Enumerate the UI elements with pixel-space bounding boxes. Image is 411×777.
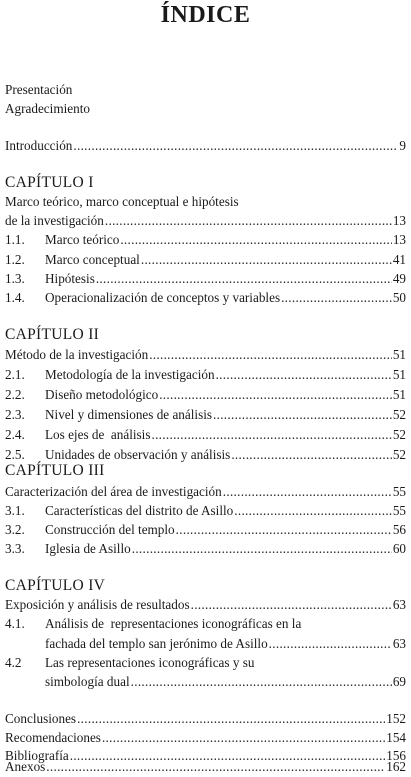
entry-3-1 xyxy=(5,501,406,521)
entry-text: Análisis de representaciones iconográficas en la xyxy=(45,616,302,631)
entry-text: Diseño metodológico xyxy=(45,387,159,402)
entry-introduccion xyxy=(5,136,406,156)
chapter-heading-4: CAPÍTULO IV xyxy=(5,577,106,594)
entry-text: Operacionalización de conceptos y variables xyxy=(45,290,281,305)
entry-page: 63 xyxy=(392,636,406,651)
entry-text: Recomendaciones xyxy=(5,730,101,745)
entry-2-2 xyxy=(5,385,406,405)
entry-1-3 xyxy=(5,269,406,289)
entry-agradecimiento: Agradecimiento xyxy=(5,101,90,116)
entry-4-1-line1 xyxy=(5,614,406,634)
entry-number: 2.5. xyxy=(5,447,25,462)
chapter-title-1-line2 xyxy=(5,211,406,231)
entry-conclusiones xyxy=(5,709,406,729)
chapter-heading-3: CAPÍTULO III xyxy=(5,462,105,479)
entry-text: Metodología de la investigación xyxy=(45,367,215,382)
entry-page: 51 xyxy=(392,347,406,362)
chapter-heading-2: CAPÍTULO II xyxy=(5,326,100,343)
entry-page: 13 xyxy=(392,232,406,247)
entry-number: 1.4. xyxy=(5,290,25,305)
leader-dots xyxy=(73,136,398,156)
entry-page: 55 xyxy=(392,503,406,518)
entry-text: Las representaciones iconográficas y su xyxy=(45,655,255,670)
leader-dots xyxy=(120,230,391,250)
entry-text: Unidades de observación y análisis xyxy=(45,447,231,462)
leader-dots xyxy=(223,482,392,502)
leader-dots xyxy=(102,728,385,748)
chapter-title-4 xyxy=(5,595,406,615)
entry-number: 4.1. xyxy=(5,616,25,631)
entry-text: Conclusiones xyxy=(5,711,77,726)
entry-text: Los ejes de análisis xyxy=(45,427,151,442)
page-title: ÍNDICE xyxy=(160,2,251,28)
entry-page: 162 xyxy=(386,759,406,774)
entry-page: 63 xyxy=(392,597,406,612)
entry-3-2 xyxy=(5,520,406,540)
entry-recomendaciones xyxy=(5,728,406,748)
leader-dots xyxy=(191,595,392,615)
leader-dots xyxy=(151,425,391,445)
entry-text: Marco teórico xyxy=(45,232,120,247)
entry-presentacion: Presentación xyxy=(5,82,73,97)
leader-dots xyxy=(159,385,392,405)
entry-text: Características del distrito de Asillo xyxy=(45,503,234,518)
leader-dots xyxy=(213,405,392,425)
entry-page: 51 xyxy=(392,367,406,382)
entry-page: 152 xyxy=(386,711,406,726)
entry-number: 1.1. xyxy=(5,232,25,247)
entry-number: 2.4. xyxy=(5,427,25,442)
entry-page: 51 xyxy=(392,387,406,402)
leader-dots xyxy=(46,757,385,777)
entry-text: simbología dual xyxy=(45,674,130,689)
entry-3-3 xyxy=(5,539,406,559)
entry-2-1 xyxy=(5,365,406,385)
leader-dots xyxy=(132,539,392,559)
entry-text: Anexos xyxy=(5,759,46,774)
entry-text: Caracterización del área de investigación xyxy=(5,484,222,499)
entry-page: 50 xyxy=(392,290,406,305)
leader-dots xyxy=(149,345,392,365)
entry-number: 4.2 xyxy=(5,655,22,670)
entry-text: Bibliografía xyxy=(5,748,69,763)
entry-1-1 xyxy=(5,230,406,250)
entry-page: 41 xyxy=(392,252,406,267)
entry-text: de la investigación xyxy=(5,213,104,228)
entry-page: 49 xyxy=(392,271,406,286)
leader-dots xyxy=(216,365,392,385)
entry-number: 2.2. xyxy=(5,387,25,402)
entry-number: 1.2. xyxy=(5,252,25,267)
entry-text: Método de la investigación xyxy=(5,347,149,362)
entry-anexos xyxy=(5,757,406,777)
entry-4-2-line2 xyxy=(5,672,406,692)
entry-1-4 xyxy=(5,288,406,308)
entry-2-4 xyxy=(5,425,406,445)
entry-page: 154 xyxy=(386,730,406,745)
entry-text: Introducción xyxy=(5,138,73,153)
entry-1-2 xyxy=(5,250,406,270)
entry-number: 3.2. xyxy=(5,522,25,537)
entry-page: 13 xyxy=(392,213,406,228)
entry-number: 2.3. xyxy=(5,407,25,422)
entry-text: Iglesia de Asillo xyxy=(45,541,131,556)
entry-number: 3.1. xyxy=(5,503,25,518)
entry-text: Marco conceptual xyxy=(45,252,140,267)
leader-dots xyxy=(269,634,392,654)
entry-page: 56 xyxy=(392,522,406,537)
entry-number: 3.3. xyxy=(5,541,25,556)
entry-text: Hipótesis xyxy=(45,271,95,286)
entry-number: 1.3. xyxy=(5,271,25,286)
entry-4-1-line2 xyxy=(5,634,406,654)
entry-2-3 xyxy=(5,405,406,425)
entry-text: fachada del templo san jerónimo de Asillo xyxy=(45,636,268,651)
leader-dots xyxy=(176,520,392,540)
entry-page: 52 xyxy=(392,447,406,462)
entry-page: 52 xyxy=(392,427,406,442)
chapter-title-2 xyxy=(5,345,406,365)
entry-page: 9 xyxy=(399,138,406,153)
entry-page: 156 xyxy=(386,748,406,763)
entry-page: 69 xyxy=(392,674,406,689)
leader-dots xyxy=(105,211,392,231)
entry-text: Nivel y dimensiones de análisis xyxy=(45,407,213,422)
entry-text: Exposición y análisis de resultados xyxy=(5,597,190,612)
chapter-title-1-line1: Marco teórico, marco conceptual e hipótesis xyxy=(5,194,239,209)
leader-dots xyxy=(141,250,392,270)
entry-4-2-line1 xyxy=(5,653,406,673)
entry-page: 52 xyxy=(392,407,406,422)
leader-dots xyxy=(234,501,392,521)
chapter-title-3 xyxy=(5,482,406,502)
entry-text: Construcción del templo xyxy=(45,522,175,537)
leader-dots xyxy=(281,288,392,308)
leader-dots xyxy=(96,269,392,289)
entry-page: 60 xyxy=(392,541,406,556)
leader-dots xyxy=(131,672,392,692)
entry-page: 55 xyxy=(392,484,406,499)
chapter-heading-1: CAPÍTULO I xyxy=(5,174,94,191)
leader-dots xyxy=(77,709,385,729)
entry-number: 2.1. xyxy=(5,367,25,382)
